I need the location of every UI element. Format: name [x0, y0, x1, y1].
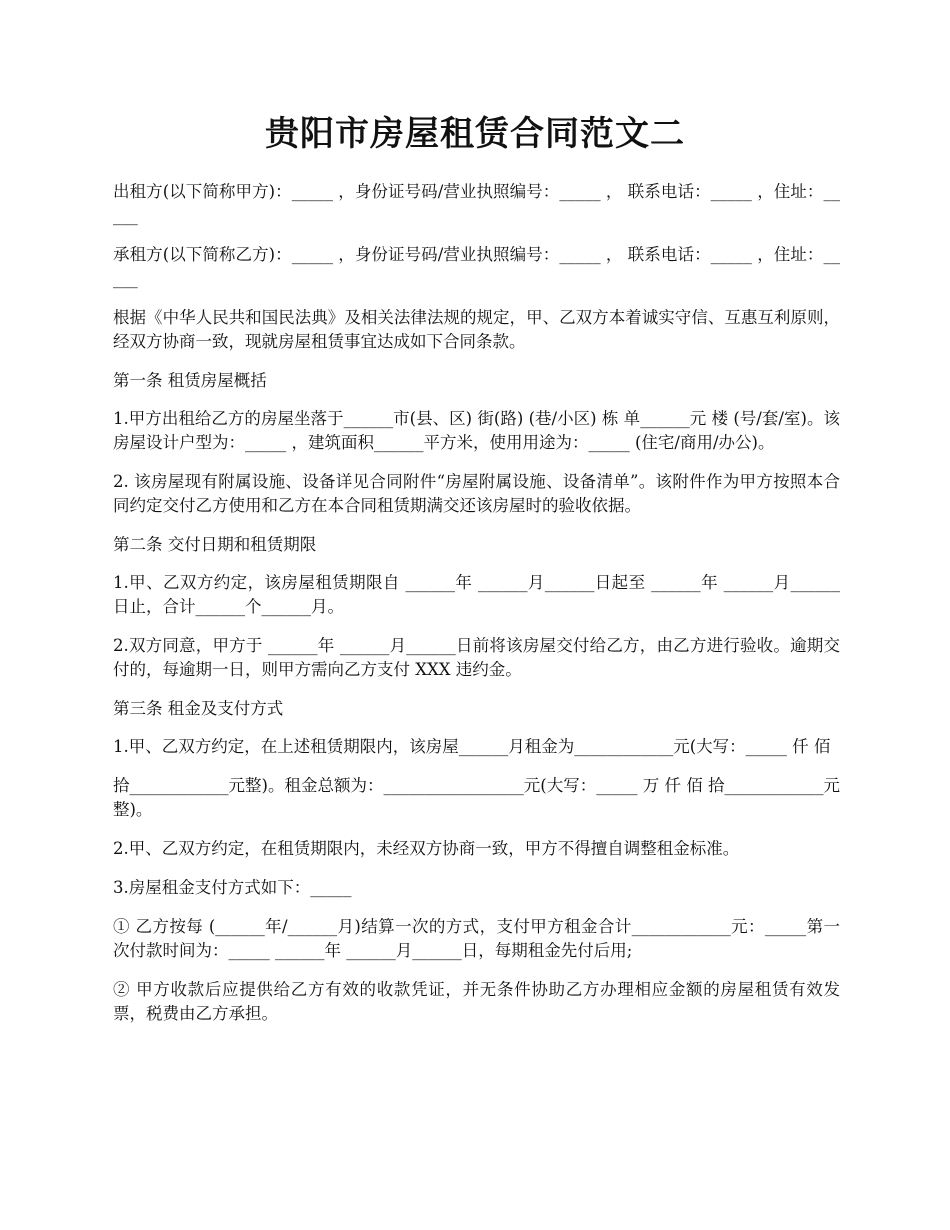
document-body [113, 180, 840, 1041]
paragraph-3-3-item-2: ② 甲方收款后应提供给乙方有效的收款凭证，并无条件协助乙方办理相应金额的房屋租赁有效发票，税费由乙方承担。 [113, 980, 840, 1023]
paragraph-3-2: 2.甲、乙双方约定，在租赁期限内，未经双方协商一致，甲方不得擅自调整租金标准。 [113, 839, 740, 858]
section-heading-3: 第三条 租金及支付方式 [113, 699, 284, 718]
document-title: 贵阳市房屋租赁合同范文二 [265, 114, 685, 154]
paragraph-preamble: 根据《中华人民共和国民法典》及相关法律法规的规定，甲、乙双方本着诚实守信、互惠互利原则，经双方协商一致，现就房屋租赁事宜达成如下合同条款。 [113, 308, 840, 351]
section-heading-2: 第二条 交付日期和租赁期限 [113, 535, 317, 554]
paragraph-2-2: 2.双方同意，甲方于 ______年 ______月______日前将该房屋交付给乙方，由乙方进行验收。逾期交付的，每逾期一日，则甲方需向乙方支付 XXX 违约金。 [113, 636, 840, 679]
paragraph-3-3-item-1: ① 乙方按每 (______年/______月)结算一次的方式，支付甲方租金合计____________元：_____第一次付款时间为：_____ ______年 ______月______日，每期租金先付后用; [113, 917, 840, 960]
section-heading-1: 第一条 租赁房屋概括 [113, 371, 267, 390]
paragraph-lessee-info: 承租方(以下简称乙方)：_____ ，身份证号码/营业执照编号：_____ ， 联系电话：_____ ，住址：_____ [113, 245, 840, 288]
paragraph-3-1a: 1.甲、乙双方约定，在上述租赁期限内，该房屋______月租金为____________元(大写：_____ 仟 佰 [113, 737, 831, 756]
paragraph-1-2: 2. 该房屋现有附属设施、设备详见合同附件“房屋附属设施、设备清单”。该附件作为甲方按照本合同约定交付乙方使用和乙方在本合同租赁期满交还该房屋时的验收依据。 [113, 472, 840, 515]
paragraph-1-1: 1.甲方出租给乙方的房屋坐落于______市(县、区) 街(路) (巷/小区) 栋 单______元 楼 (号/套/室)。该房屋设计户型为：_____ ，建筑面积______平方米，使用用途为：_____ (住宅/商用/办公)。 [113, 409, 840, 452]
paragraph-3-1b: 拾____________元整)。租金总额为：_________________元(大写：_____ 万 仟 佰 拾____________元整)。 [113, 776, 840, 819]
paragraph-2-1: 1.甲、乙双方约定，该房屋租赁期限自 ______年 ______月______日起至 ______年 ______月______日止，合计______个______月。 [113, 573, 840, 616]
paragraph-3-3: 3.房屋租金支付方式如下：_____ [113, 878, 352, 897]
paragraph-lessor-info: 出租方(以下简称甲方)：_____ ，身份证号码/营业执照编号：_____ ， 联系电话：_____ ，住址：_____ [113, 182, 840, 225]
